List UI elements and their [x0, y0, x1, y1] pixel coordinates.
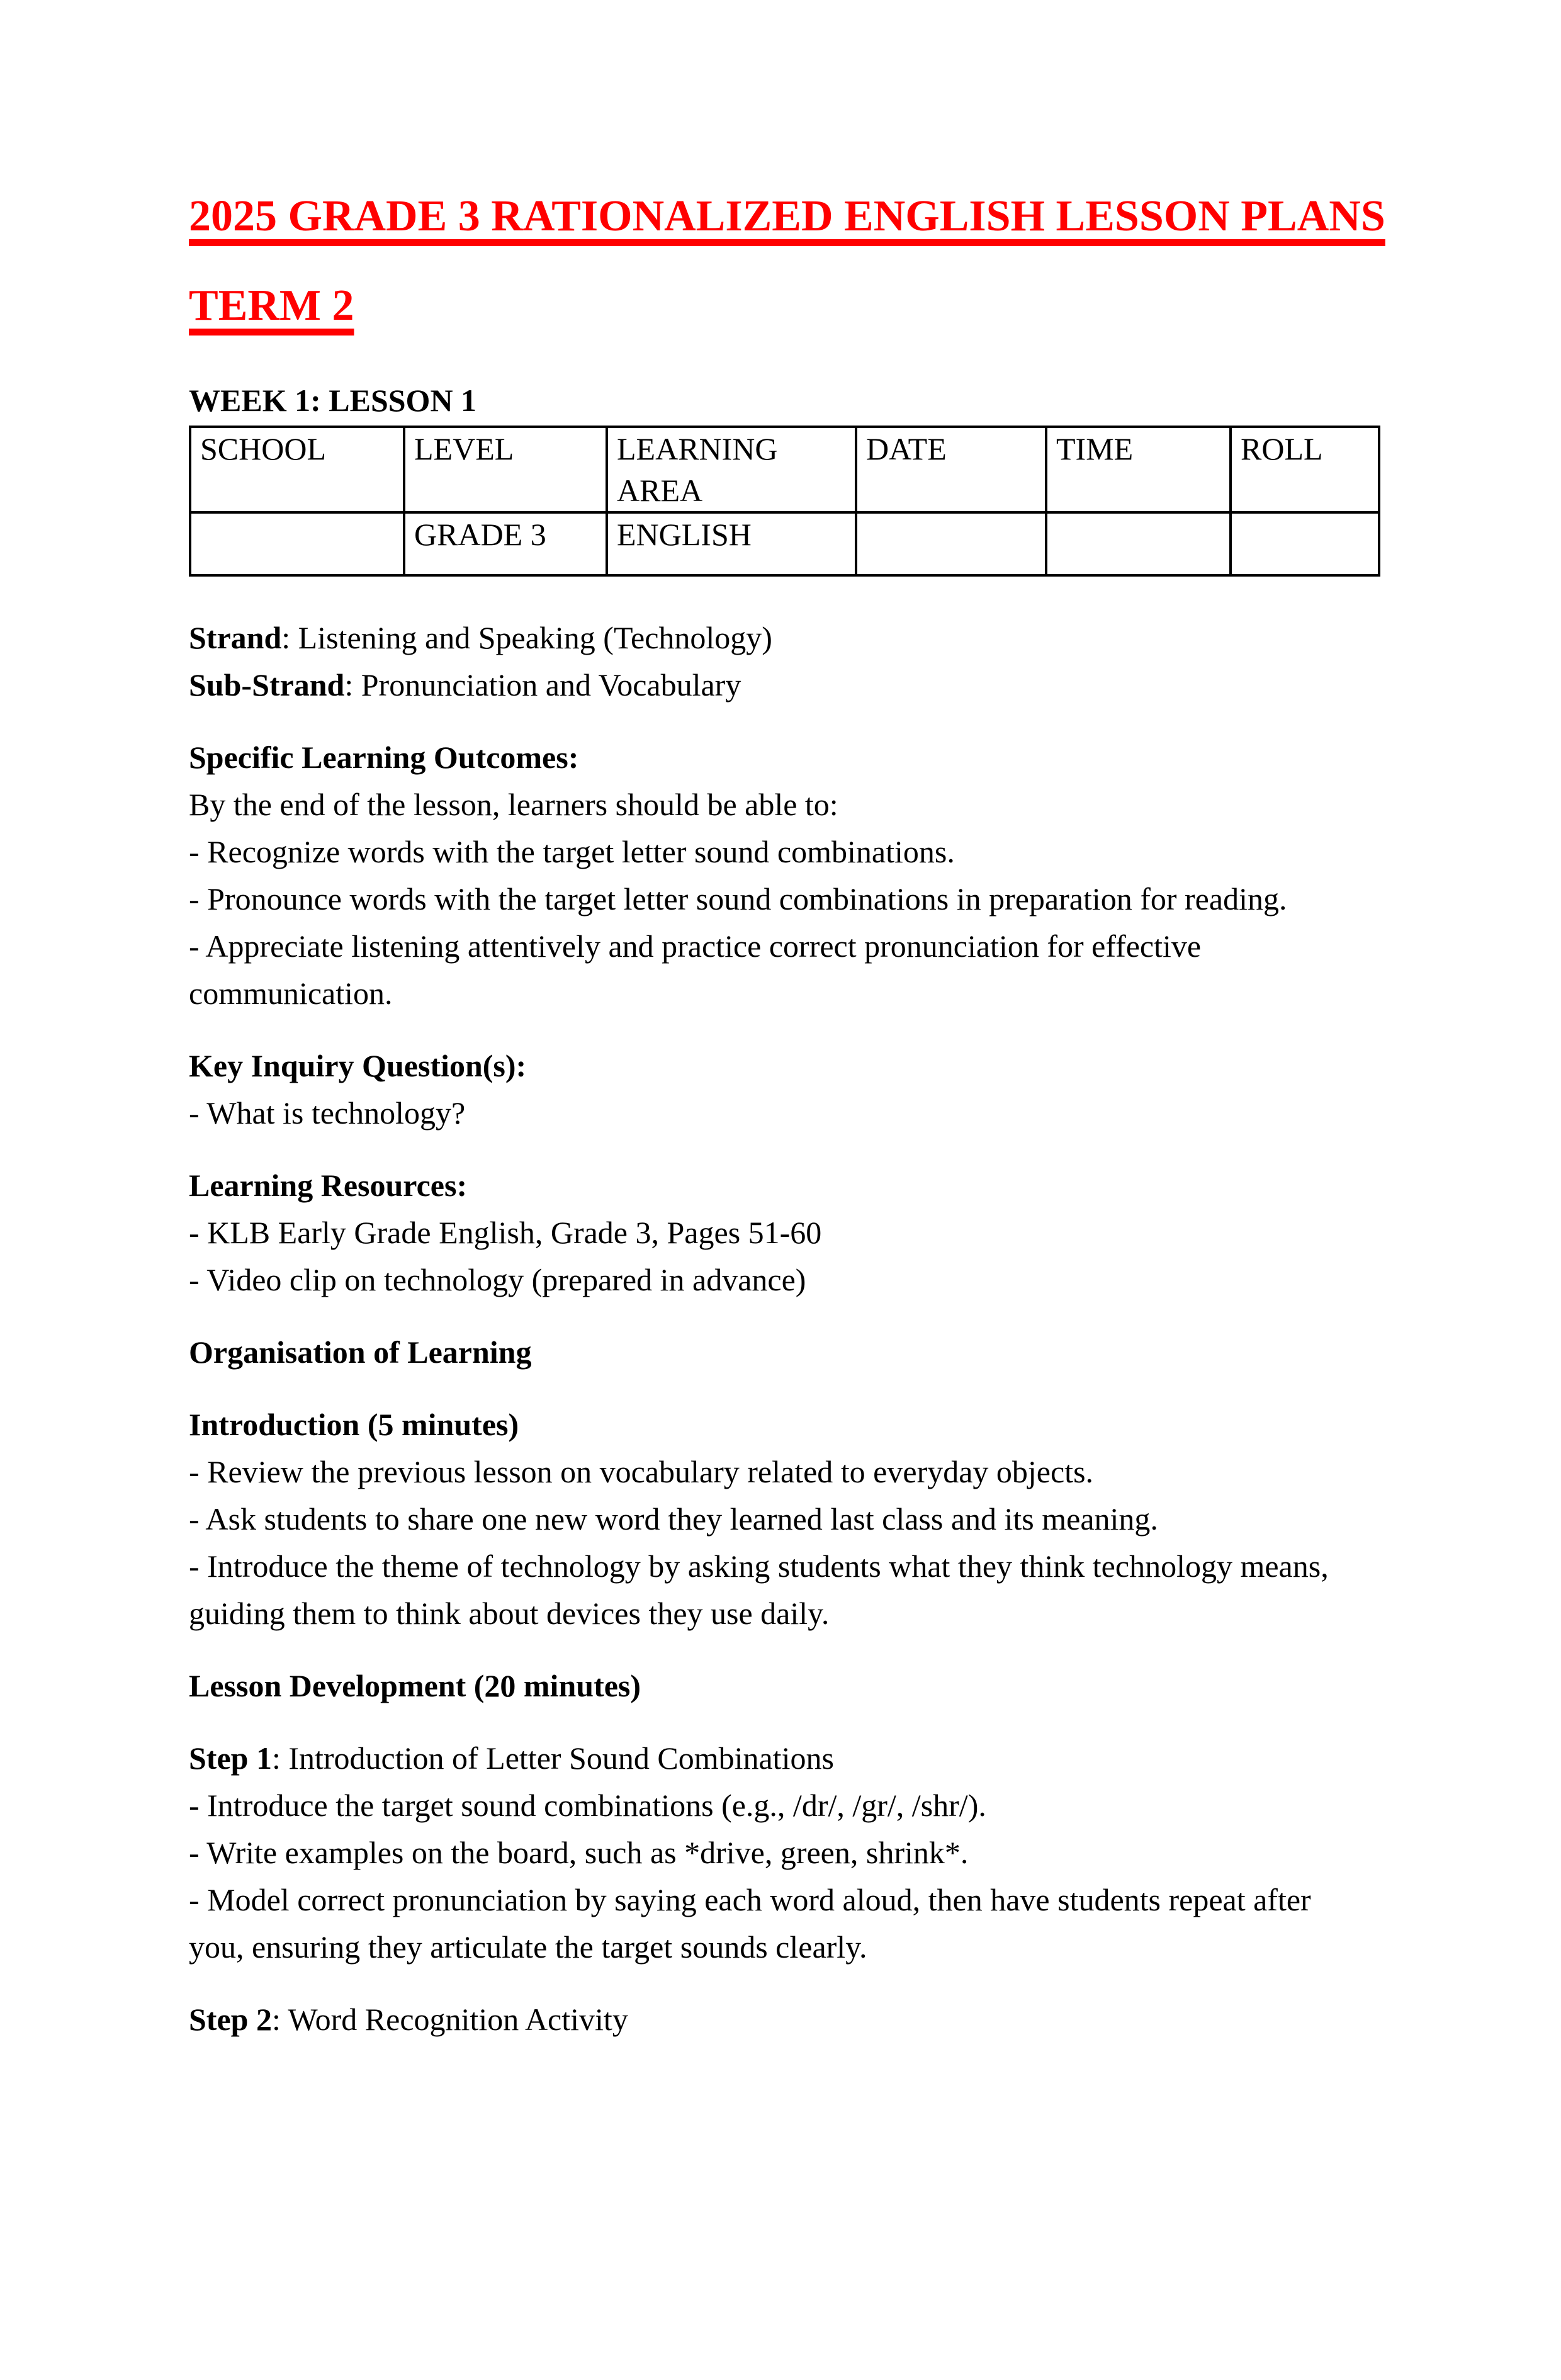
table-header-cell: TIME: [1046, 427, 1231, 512]
document-title-line2: TERM 2: [189, 281, 354, 330]
text-run: : Listening and Speaking (Technology): [281, 620, 772, 655]
text-line: [189, 614, 1372, 662]
lesson-info-table: [189, 426, 1380, 577]
text-run: - Introduce the target sound combinations (e.g., /dr/, /gr/, /shr/).: [189, 1788, 986, 1823]
table-cell: GRADE 3: [404, 512, 607, 575]
paragraph: [189, 1042, 1372, 1137]
paragraph: [189, 1735, 1372, 1971]
table-header-cell: LEVEL: [404, 427, 607, 512]
paragraph: [189, 1401, 1372, 1637]
paragraph: [189, 1662, 1372, 1710]
text-line: [189, 1329, 1372, 1376]
text-line: [189, 1996, 1372, 2043]
text-line: [189, 1209, 1372, 1256]
text-line: [189, 876, 1372, 923]
text-run-bold: Learning Resources:: [189, 1168, 468, 1203]
text-run: By the end of the lesson, learners should be able to:: [189, 787, 838, 822]
text-line: [189, 1829, 1372, 1876]
text-run: : Word Recognition Activity: [271, 2002, 628, 2037]
text-run-bold: Specific Learning Outcomes:: [189, 740, 579, 775]
table-header-cell: SCHOOL: [190, 427, 404, 512]
text-run: - Ask students to share one new word they learned last class and its meaning.: [189, 1501, 1158, 1537]
text-line: [189, 662, 1372, 709]
lesson-info-table-header: [190, 427, 1379, 512]
text-run: - Write examples on the board, such as *drive, green, shrink*.: [189, 1835, 969, 1870]
text-line: [189, 828, 1372, 876]
table-cell: [190, 512, 404, 575]
text-line: [189, 734, 1372, 781]
text-line: [189, 1042, 1372, 1090]
text-run: - Model correct pronunciation by saying each word aloud, then have students repeat after you, ensuring they articulate the target sounds clearly.: [189, 1882, 1311, 1965]
text-run: - KLB Early Grade English, Grade 3, Pages 51-60: [189, 1215, 822, 1250]
text-run: : Introduction of Letter Sound Combinations: [271, 1740, 834, 1776]
text-run-bold: Introduction (5 minutes): [189, 1407, 519, 1442]
text-line: [189, 1401, 1372, 1448]
document-title: [189, 172, 1385, 351]
paragraph: [189, 1996, 1372, 2043]
paragraph: [189, 1162, 1372, 1304]
table-header-cell: ROLL: [1231, 427, 1379, 512]
text-run-bold: Strand: [189, 620, 282, 655]
text-line: [189, 1876, 1372, 1971]
paragraph: [189, 1329, 1372, 1376]
week-lesson-heading: WEEK 1: LESSON 1: [189, 383, 477, 418]
text-run: - Video clip on technology (prepared in advance): [189, 1262, 806, 1297]
text-line: [189, 1162, 1372, 1209]
text-line: [189, 1662, 1372, 1710]
table-cell: [1046, 512, 1231, 575]
text-line: [189, 1496, 1372, 1543]
text-line: [189, 781, 1372, 828]
table-cell: [1231, 512, 1379, 575]
table-cell: ENGLISH: [607, 512, 856, 575]
text-run: - Pronounce words with the target letter sound combinations in preparation for reading.: [189, 881, 1287, 916]
text-run-bold: Organisation of Learning: [189, 1334, 532, 1370]
paragraph: [189, 614, 1372, 709]
text-run: - What is technology?: [189, 1095, 466, 1131]
text-line: [189, 1782, 1372, 1829]
text-run-bold: Lesson Development (20 minutes): [189, 1668, 641, 1703]
table-data-row: [190, 512, 1379, 575]
text-run-bold: Step 2: [189, 2002, 272, 2037]
text-line: [189, 1448, 1372, 1496]
table-header-row: [190, 427, 1379, 512]
paragraph: [189, 734, 1372, 1017]
text-run-bold: Key Inquiry Question(s):: [189, 1048, 527, 1083]
table-cell: [856, 512, 1046, 575]
text-run: : Pronunciation and Vocabulary: [344, 667, 741, 702]
document-page: [0, 172, 1561, 2380]
text-run: - Appreciate listening attentively and practice correct pronunciation for effective communication.: [189, 928, 1202, 1011]
text-run-bold: Sub-Strand: [189, 667, 345, 702]
table-header-cell: DATE: [856, 427, 1046, 512]
text-line: [189, 1090, 1372, 1137]
text-line: [189, 923, 1372, 1017]
text-line: [189, 1256, 1372, 1304]
document-title-line1: 2025 GRADE 3 RATIONALIZED ENGLISH LESSON PLANS: [189, 192, 1385, 240]
text-line: [189, 1543, 1372, 1637]
text-line: [189, 1735, 1372, 1782]
lesson-info-table-body: [190, 512, 1379, 575]
text-run: - Introduce the theme of technology by asking students what they think technology means, guiding them to think about devices they use daily.: [189, 1548, 1329, 1631]
document-body: [189, 614, 1372, 2043]
text-run-bold: Step 1: [189, 1740, 272, 1776]
text-run: - Review the previous lesson on vocabulary related to everyday objects.: [189, 1454, 1094, 1489]
table-header-cell: LEARNING AREA: [607, 427, 856, 512]
text-run: - Recognize words with the target letter sound combinations.: [189, 834, 955, 869]
